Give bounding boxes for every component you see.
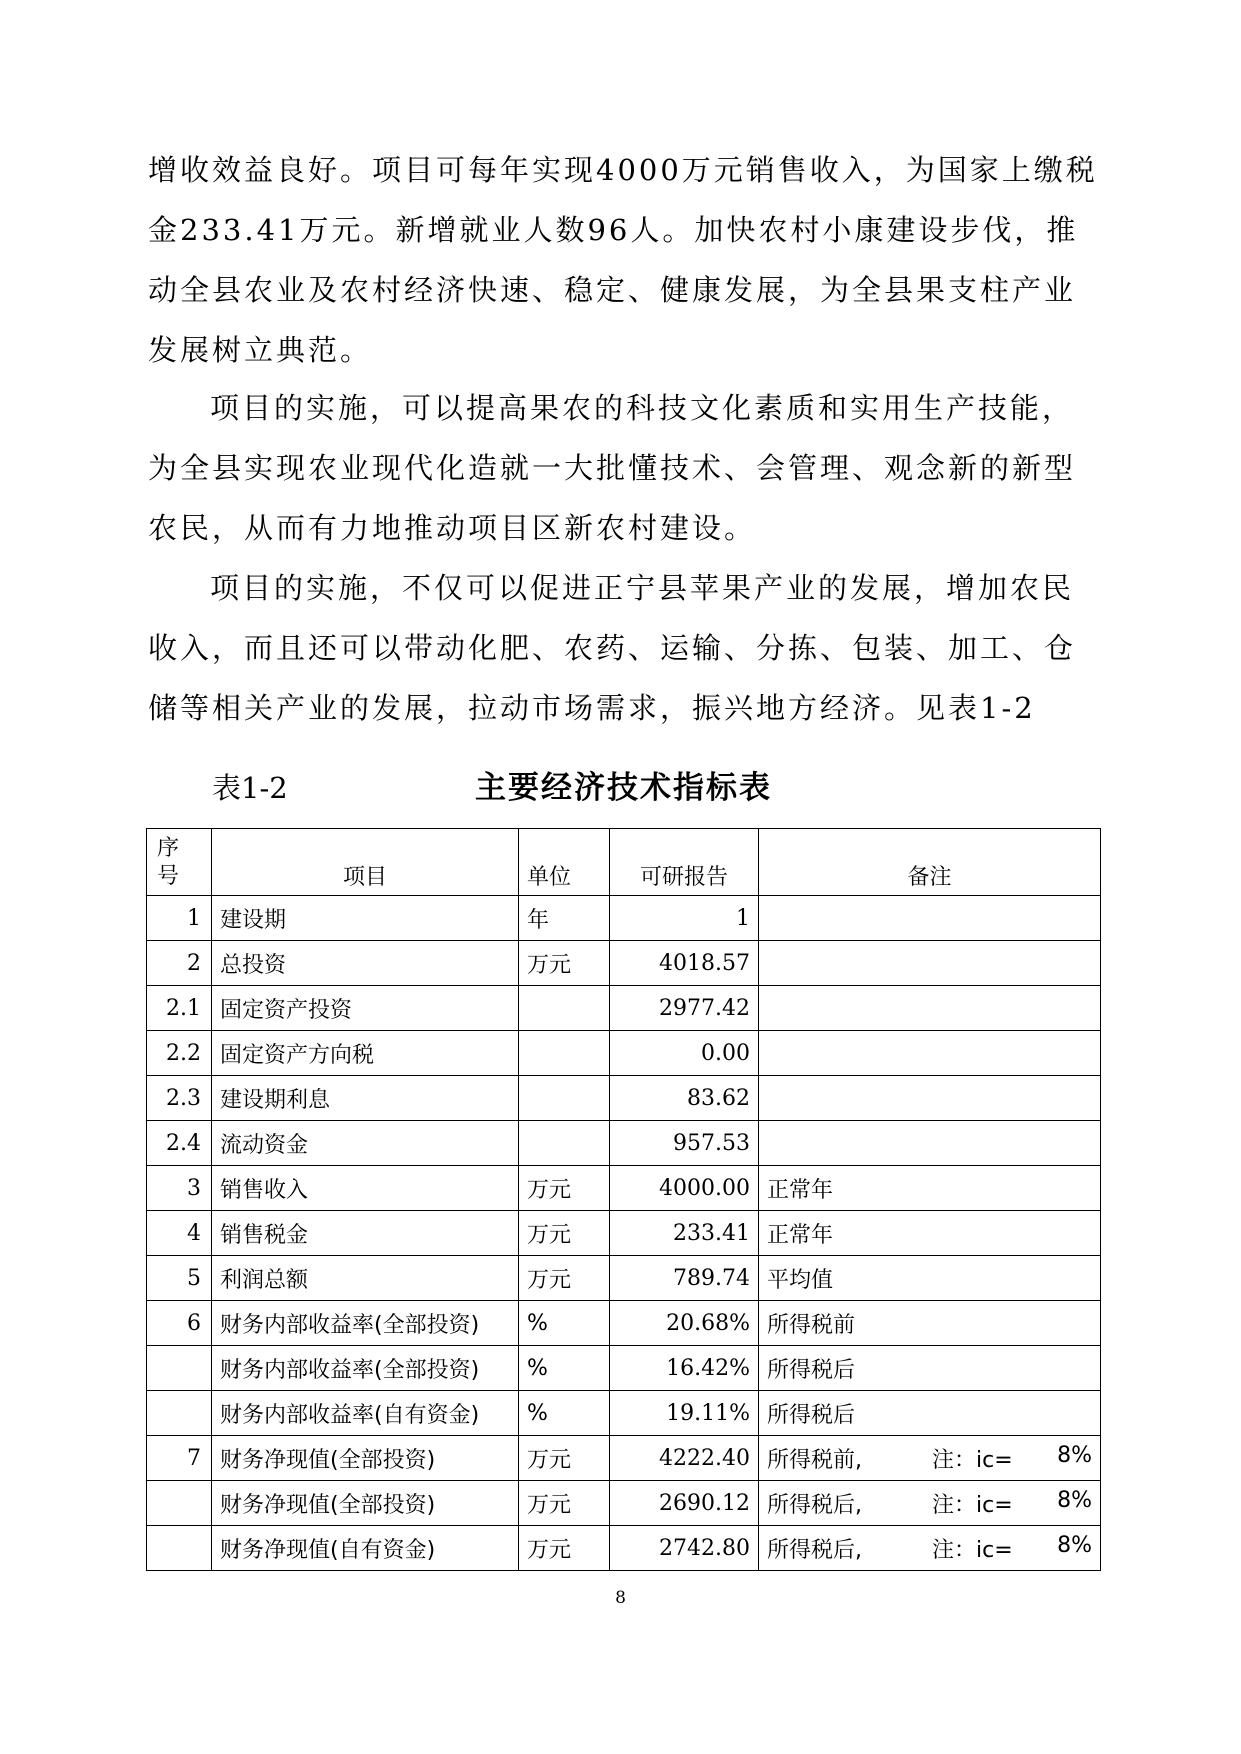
cell-item: 固定资产投资 [212, 986, 519, 1031]
cell-note: 所得税后 [759, 1346, 1101, 1391]
cell-no: 2 [147, 941, 212, 986]
cell-value: 957.53 [610, 1121, 759, 1166]
table-header-row [147, 829, 1101, 896]
cell-value: 233.41 [610, 1211, 759, 1256]
cell-note: 平均值 [759, 1256, 1101, 1301]
table-row [147, 1031, 1101, 1076]
cell-no: 1 [147, 896, 212, 941]
cell-note [759, 1121, 1101, 1166]
cell-unit [519, 1076, 610, 1121]
cell-item: 财务净现值(全部投资) [212, 1481, 519, 1526]
cell-unit: % [519, 1301, 610, 1346]
cell-note [759, 1481, 1101, 1526]
cell-item: 财务净现值(自有资金) [212, 1526, 519, 1571]
cell-value: 4018.57 [610, 941, 759, 986]
header-no: 序 号 [147, 829, 212, 896]
cell-item: 销售税金 [212, 1211, 519, 1256]
note-text: 所得税后, [767, 1537, 862, 1563]
cell-item: 固定资产方向税 [212, 1031, 519, 1076]
cell-note: 正常年 [759, 1211, 1101, 1256]
cell-value: 4222.40 [610, 1436, 759, 1481]
cell-value: 2977.42 [610, 986, 759, 1031]
cell-item: 财务净现值(全部投资) [212, 1436, 519, 1481]
paragraph-3: 项目的实施，不仅可以促进正宁县苹果产业的发展，增加农民收入，而且还可以带动化肥、农药、运输、分拣、包装、加工、仓储等相关产业的发展，拉动市场需求，振兴地方经济。见表1-2 [148, 571, 1077, 725]
table-row [147, 941, 1101, 986]
header-unit: 单位 [519, 829, 610, 896]
cell-unit: 万元 [519, 1436, 610, 1481]
ic-value: 8% [1057, 1532, 1092, 1558]
cell-unit: 万元 [519, 1526, 610, 1571]
table-row [147, 1481, 1101, 1526]
cell-no: 2.1 [147, 986, 212, 1031]
cell-value: 2690.12 [610, 1481, 759, 1526]
cell-unit: 万元 [519, 1256, 610, 1301]
cell-no [147, 1391, 212, 1436]
ic-label: 注：ic= [932, 1537, 1013, 1563]
header-item: 项目 [212, 829, 519, 896]
cell-value: 16.42% [610, 1346, 759, 1391]
cell-unit: 年 [519, 896, 610, 941]
cell-value: 20.68% [610, 1301, 759, 1346]
table-row [147, 1436, 1101, 1481]
cell-value: 4000.00 [610, 1166, 759, 1211]
cell-item: 利润总额 [212, 1256, 519, 1301]
cell-no: 6 [147, 1301, 212, 1346]
cell-note [759, 941, 1101, 986]
table-row [147, 986, 1101, 1031]
cell-note: 正常年 [759, 1166, 1101, 1211]
cell-no: 2.3 [147, 1076, 212, 1121]
cell-unit: % [519, 1346, 610, 1391]
cell-value: 0.00 [610, 1031, 759, 1076]
cell-no: 2.2 [147, 1031, 212, 1076]
table-row [147, 1391, 1101, 1436]
cell-no: 7 [147, 1436, 212, 1481]
ic-label: 注：ic= [932, 1447, 1013, 1473]
table-row [147, 1301, 1101, 1346]
cell-unit: 万元 [519, 1211, 610, 1256]
table-row [147, 1211, 1101, 1256]
cell-item: 建设期 [212, 896, 519, 941]
table-row [147, 1526, 1101, 1571]
cell-note [759, 1526, 1101, 1571]
table-row [147, 1346, 1101, 1391]
cell-item: 财务内部收益率(自有资金) [212, 1391, 519, 1436]
cell-value: 19.11% [610, 1391, 759, 1436]
cell-unit: 万元 [519, 1481, 610, 1526]
table-row [147, 1166, 1101, 1211]
cell-unit [519, 1121, 610, 1166]
cell-value: 2742.80 [610, 1526, 759, 1571]
economic-indicators-table [146, 828, 1101, 1571]
cell-note [759, 896, 1101, 941]
cell-item: 流动资金 [212, 1121, 519, 1166]
paragraph-2: 项目的实施，可以提高果农的科技文化素质和实用生产技能，为全县实现农业现代化造就一大批懂技术、会管理、观念新的新型农民，从而有力地推动项目区新农村建设。 [148, 391, 1077, 545]
cell-item: 建设期利息 [212, 1076, 519, 1121]
table-row [147, 1121, 1101, 1166]
cell-unit: 万元 [519, 1166, 610, 1211]
cell-no [147, 1346, 212, 1391]
table-body [147, 896, 1101, 1571]
cell-item: 总投资 [212, 941, 519, 986]
cell-note [759, 986, 1101, 1031]
cell-note: 所得税前 [759, 1301, 1101, 1346]
cell-no [147, 1481, 212, 1526]
cell-value: 789.74 [610, 1256, 759, 1301]
cell-no: 3 [147, 1166, 212, 1211]
cell-unit [519, 1031, 610, 1076]
cell-item: 财务内部收益率(全部投资) [212, 1346, 519, 1391]
header-note: 备注 [759, 829, 1101, 896]
table-row [147, 896, 1101, 941]
ic-label: 注：ic= [932, 1492, 1013, 1518]
cell-no [147, 1526, 212, 1571]
table-row [147, 1256, 1101, 1301]
cell-unit: % [519, 1391, 610, 1436]
note-text: 所得税前, [767, 1447, 862, 1473]
cell-unit [519, 986, 610, 1031]
cell-value: 1 [610, 896, 759, 941]
cell-no: 5 [147, 1256, 212, 1301]
cell-no: 2.4 [147, 1121, 212, 1166]
cell-value: 83.62 [610, 1076, 759, 1121]
note-text: 所得税后, [767, 1492, 862, 1518]
cell-note [759, 1076, 1101, 1121]
cell-item: 财务内部收益率(全部投资) [212, 1301, 519, 1346]
cell-item: 销售收入 [212, 1166, 519, 1211]
page-number: 8 [615, 1588, 626, 1608]
table-row [147, 1076, 1101, 1121]
cell-unit: 万元 [519, 941, 610, 986]
table-title: 主要经济技术指标表 [475, 770, 772, 806]
cell-note [759, 1436, 1101, 1481]
cell-note: 所得税后 [759, 1391, 1101, 1436]
cell-no: 4 [147, 1211, 212, 1256]
header-value: 可研报告 [610, 829, 759, 896]
cell-note [759, 1031, 1101, 1076]
ic-value: 8% [1057, 1442, 1092, 1468]
table-caption: 表1-2 [212, 771, 288, 805]
paragraph-1: 增收效益良好。项目可每年实现4000万元销售收入，为国家上缴税金233.41万元。新增就业人数96人。加快农村小康建设步伐，推动全县农业及农村经济快速、稳定、健康发展，为全县果支柱产业发展树立典范。 [148, 153, 1098, 367]
ic-value: 8% [1057, 1487, 1092, 1513]
